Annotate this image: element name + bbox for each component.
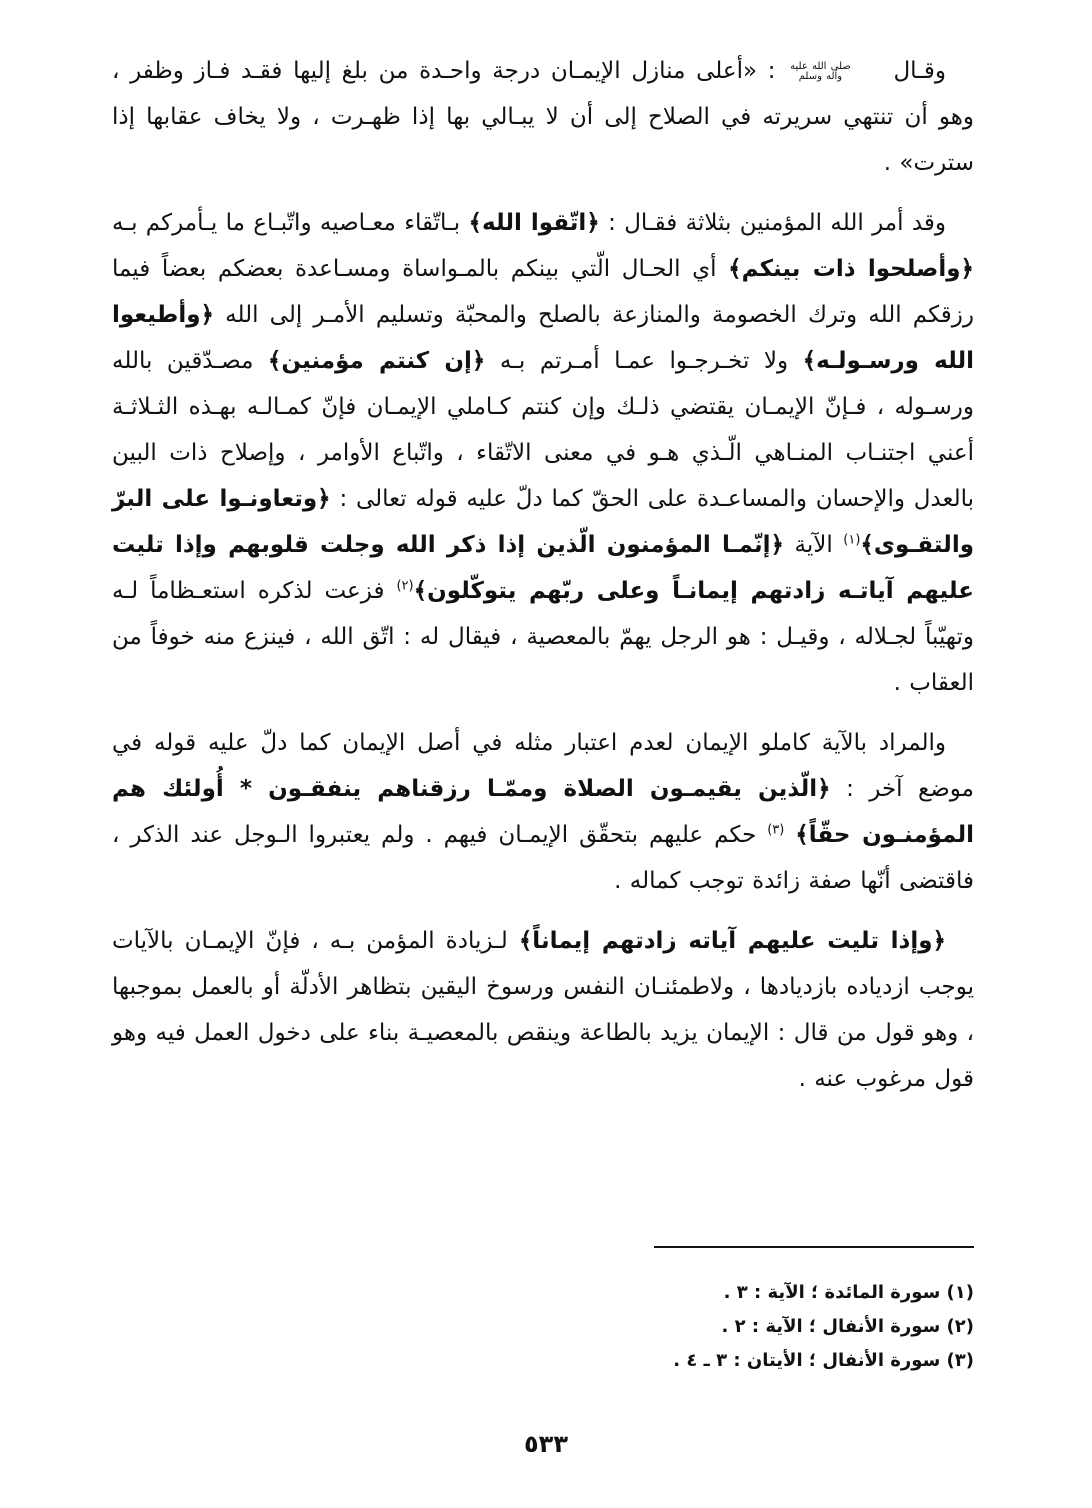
quran-quote: ﴿وأطيعوا الله ورسـولـه﴾ — [112, 302, 975, 374]
text-segment: فزعت لذكره استعـظاماً لـه وتهيّباً لجـلاله ، وقيـل : هو الرجل يهمّ بالمعصية ، فيقال له : اتّق الله ، فينزع منه خوفاً من العقاب . — [112, 578, 974, 696]
salla-bottom-text: وآله وسلم — [798, 70, 843, 82]
text-segment: ولا تخـرجـوا عمـا أمـرتم بـه — [499, 348, 789, 374]
salla-top-text: صلى الله عليه — [790, 60, 851, 72]
text-segment: أي الحـال الّتي بينكم بالمـواساة ومسـاعدة بعضكم بعضاً فيما رزقكم الله وترك الخصومة والمنازعة بالصلح والمحبّة وتسليم الأمـر إلى الله — [112, 256, 974, 328]
salla-honorific-symbol — [790, 62, 879, 82]
text-segment: مصـدّقين بالله ورسـوله ، فـإنّ الإيمـان يقتضي ذلـك وإن كنتم كـاملي الإيمـان فإنّ كمـالـه بهـذه الثـلاثـة أعني اجتنـاب المنـاهي الّـذي هـو في معنى الاتّقاء ، واتّباع الأوامر ، وإصلاح ذات البين بالعدل والإحسان والمساعـدة على الحقّ كما دلّ عليه قوله تعالى : — [112, 348, 975, 512]
footnotes — [374, 1276, 974, 1378]
text-segment: : «أعلى منازل الإيمـان درجة واحـدة من بلغ إليها فقـد فـاز وظفر ، وهو أن تنتهي سريرته في الصلاح إلى أن لا يبـالي بها إذا ظهـرت ، ولا يخاف عقابها إذا سترت» . — [112, 58, 974, 176]
quran-quote: ﴿الّذين يقيمـون الصلاة وممّـا رزقناهم ينفقـون * أُولئك هم المؤمنـون حقّاً﴾ — [112, 776, 974, 848]
page-number: ٥٣٣ — [524, 1430, 568, 1458]
text-segment: بـاتّقاء معـاصيه واتّبـاع ما يـأمركم بـه — [112, 210, 461, 236]
quran-quote: ﴿وتعاونـوا على البرّ والتقـوى﴾ — [112, 486, 975, 558]
footnote-1: (١) سورة المائدة ؛ الآية : ٣ . — [723, 1282, 974, 1303]
text-segment: وقد أمر الله المؤمنين بثلاثة فقـال : — [608, 210, 947, 236]
footnote-2: (٢) سورة الأنفال ؛ الآية : ٢ . — [721, 1316, 974, 1337]
page-body — [112, 48, 974, 1116]
paragraph-2 — [112, 200, 974, 706]
paragraph-3 — [112, 720, 974, 904]
footnote-marker-3: (٣) — [767, 822, 785, 838]
quran-quote: ﴿إن كنتم مؤمنين﴾ — [267, 348, 486, 374]
text-segment: الآية — [794, 532, 833, 558]
quran-quote: ﴿اتّقوا الله﴾ — [468, 210, 600, 236]
quran-quote: ﴿وأصلحوا ذات بينكم﴾ — [728, 256, 974, 282]
footnote-divider — [654, 1246, 974, 1248]
quran-quote: ﴿إنّمـا المؤمنون الّذين إذا ذكر الله وجلت قلوبهم وإذا تليت عليهم آياتـه زادتهم إيمانـاً وعلى ربّهم يتوكّلون﴾ — [112, 532, 974, 604]
text-segment: لـزيادة المؤمن بـه ، فإنّ الإيمـان بالآيات يوجب ازدياده بازديادها ، ولاطمئنـان النفس ورسوخ اليقين بتظاهر الأدلّة أو بالعمل بموجبها ، وهو قول من قال : الإيمان يزيد بالطاعة وينقص بالمعصيـة بناء على دخول العمل فيه وهو قول مرغوب عنه . — [112, 928, 974, 1092]
footnote-3: (٣) سورة الأنفال ؛ الأيتان : ٣ ـ ٤ . — [673, 1350, 974, 1371]
footnote-marker-1: (١) — [843, 532, 861, 548]
text-segment: حكم عليهم بتحقّق الإيمـان فيهم . ولم يعتبروا الـوجل عند الذكر ، فاقتضى أنّها صفة زائدة توجب كماله . — [112, 822, 974, 894]
text-segment: والمراد بالآية كاملو الإيمان لعدم اعتبار مثله في أصل الإيمان كما دلّ عليه قوله في موضع آخر : — [112, 730, 974, 802]
paragraph-4 — [112, 918, 974, 1102]
paragraph-1 — [112, 48, 974, 186]
text-segment: وقـال — [893, 58, 946, 84]
footnote-marker-2: (٢) — [396, 578, 414, 594]
quran-quote: ﴿وإذا تليت عليهم آياته زادتهم إيماناً﴾ — [518, 928, 947, 954]
